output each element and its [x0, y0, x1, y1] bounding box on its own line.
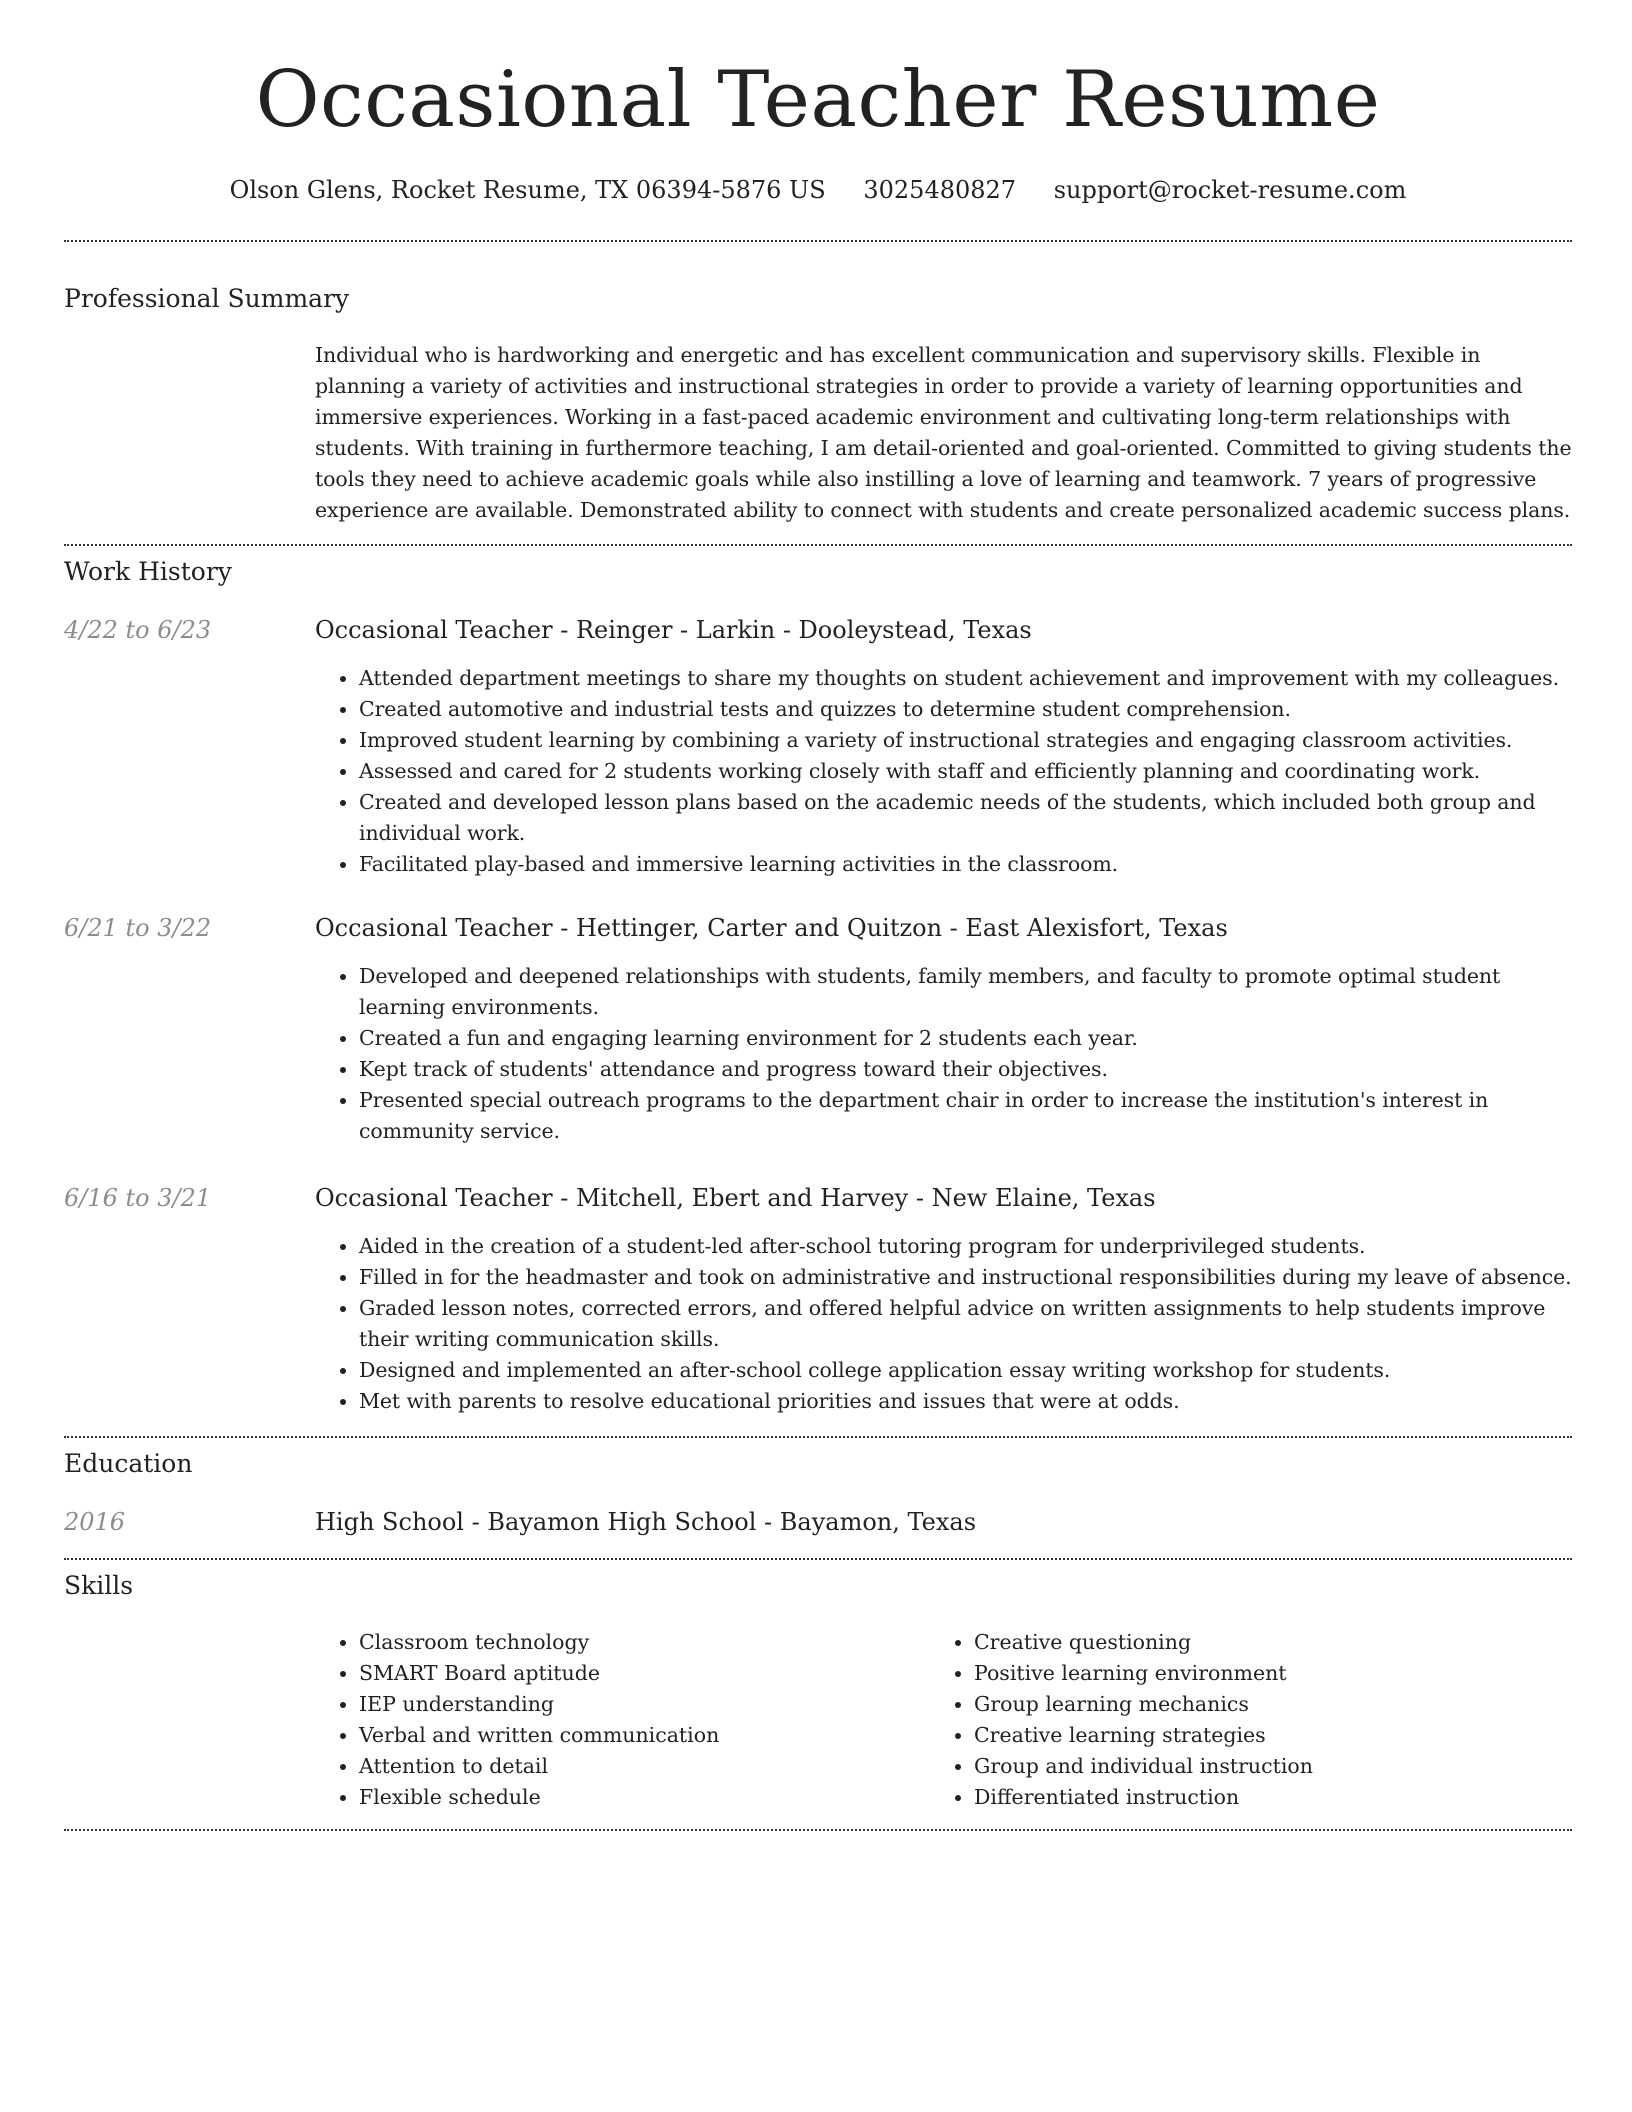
list-item: • Positive learning environment [974, 1658, 1530, 1689]
list-item: • Attention to detail [359, 1751, 915, 1782]
job-dates: 4/22 to 6/23 [64, 616, 212, 644]
job-title: Occasional Teacher - Mitchell, Ebert and Harvey - New Elaine, Texas [315, 1184, 1156, 1212]
list-item: • Attended department meetings to share my thoughts on student achievement and improvement with my colleagues. [359, 663, 1572, 694]
list-item: • Verbal and written communication [359, 1720, 915, 1751]
list-item: • SMART Board aptitude [359, 1658, 915, 1689]
list-item: • Developed and deepened relationships with students, family members, and faculty to promote optimal student learning environments. [359, 961, 1572, 1023]
work-history-heading: Work History [64, 557, 232, 586]
section-divider [64, 240, 1572, 242]
list-item: • Improved student learning by combining a variety of instructional strategies and engaging classroom activities. [359, 725, 1572, 756]
page-title: Occasional Teacher Resume [255, 55, 1381, 145]
list-item: • Filled in for the headmaster and took on administrative and instructional responsibilities during my leave of absence. [359, 1262, 1572, 1293]
job-dates: 6/21 to 3/22 [64, 914, 212, 942]
section-divider [64, 1829, 1572, 1831]
list-item: • Created automotive and industrial tests and quizzes to determine student comprehension. [359, 694, 1572, 725]
list-item: • Presented special outreach programs to the department chair in order to increase the institution's interest in community service. [359, 1085, 1572, 1147]
section-divider [64, 544, 1572, 546]
list-item: • Creative learning strategies [974, 1720, 1530, 1751]
section-divider [64, 1558, 1572, 1560]
list-item: • Classroom technology [359, 1627, 915, 1658]
skills-list-right [930, 1627, 1530, 1813]
skills-list-left [315, 1627, 915, 1813]
list-item: • Created a fun and engaging learning environment for 2 students each year. [359, 1023, 1572, 1054]
job-bullets [315, 663, 1572, 880]
list-item: • Creative questioning [974, 1627, 1530, 1658]
list-item: • Group learning mechanics [974, 1689, 1530, 1720]
education-year: 2016 [64, 1508, 126, 1536]
list-item: • Kept track of students' attendance and progress toward their objectives. [359, 1054, 1572, 1085]
list-item: • Graded lesson notes, corrected errors, and offered helpful advice on written assignments to help students improve their writing communication skills. [359, 1293, 1572, 1355]
summary-heading: Professional Summary [64, 284, 350, 313]
list-item: • Flexible schedule [359, 1782, 915, 1813]
list-item: • Group and individual instruction [974, 1751, 1530, 1782]
contact-phone: 3025480827 [863, 176, 1017, 204]
skills-heading: Skills [64, 1571, 134, 1600]
job-title: Occasional Teacher - Hettinger, Carter and Quitzon - East Alexisfort, Texas [315, 914, 1228, 942]
list-item: • Differentiated instruction [974, 1782, 1530, 1813]
summary-text: Individual who is hardworking and energetic and has excellent communication and supervisory skills. Flexible in planning a variety of activities and instructional strategies in order to provide a variety of learning opportunities and immersive experiences. Working in a fast-paced academic environment and cultivating long-term relationships with students. With training in furthermore teaching, I am detail-oriented and goal-oriented. Committed to giving students the tools they need to achieve academic goals while also instilling a love of learning and teamwork. 7 years of progressive experience are available. Demonstrated ability to connect with students and create personalized academic success plans. [315, 343, 1572, 522]
contact-line [64, 173, 1572, 207]
list-item: • Met with parents to resolve educational priorities and issues that were at odds. [359, 1386, 1572, 1417]
list-item: • IEP understanding [359, 1689, 915, 1720]
job-title: Occasional Teacher - Reinger - Larkin - Dooleystead, Texas [315, 616, 1032, 644]
contact-address: Olson Glens, Rocket Resume, TX 06394-5876 US [229, 176, 826, 204]
job-bullets [315, 1231, 1572, 1417]
job-bullets [315, 961, 1572, 1147]
list-item: • Aided in the creation of a student-led after-school tutoring program for underprivileged students. [359, 1231, 1572, 1262]
list-item: • Designed and implemented an after-school college application essay writing workshop for students. [359, 1355, 1572, 1386]
section-divider [64, 1436, 1572, 1438]
education-heading: Education [64, 1449, 193, 1478]
job-dates: 6/16 to 3/21 [64, 1184, 212, 1212]
list-item: • Created and developed lesson plans based on the academic needs of the students, which included both group and individual work. [359, 787, 1572, 849]
education-entry: High School - Bayamon High School - Bayamon, Texas [315, 1508, 977, 1536]
list-item: • Facilitated play-based and immersive learning activities in the classroom. [359, 849, 1572, 880]
contact-email: support@rocket-resume.com [1053, 176, 1407, 204]
list-item: • Assessed and cared for 2 students working closely with staff and efficiently planning and coordinating work. [359, 756, 1572, 787]
